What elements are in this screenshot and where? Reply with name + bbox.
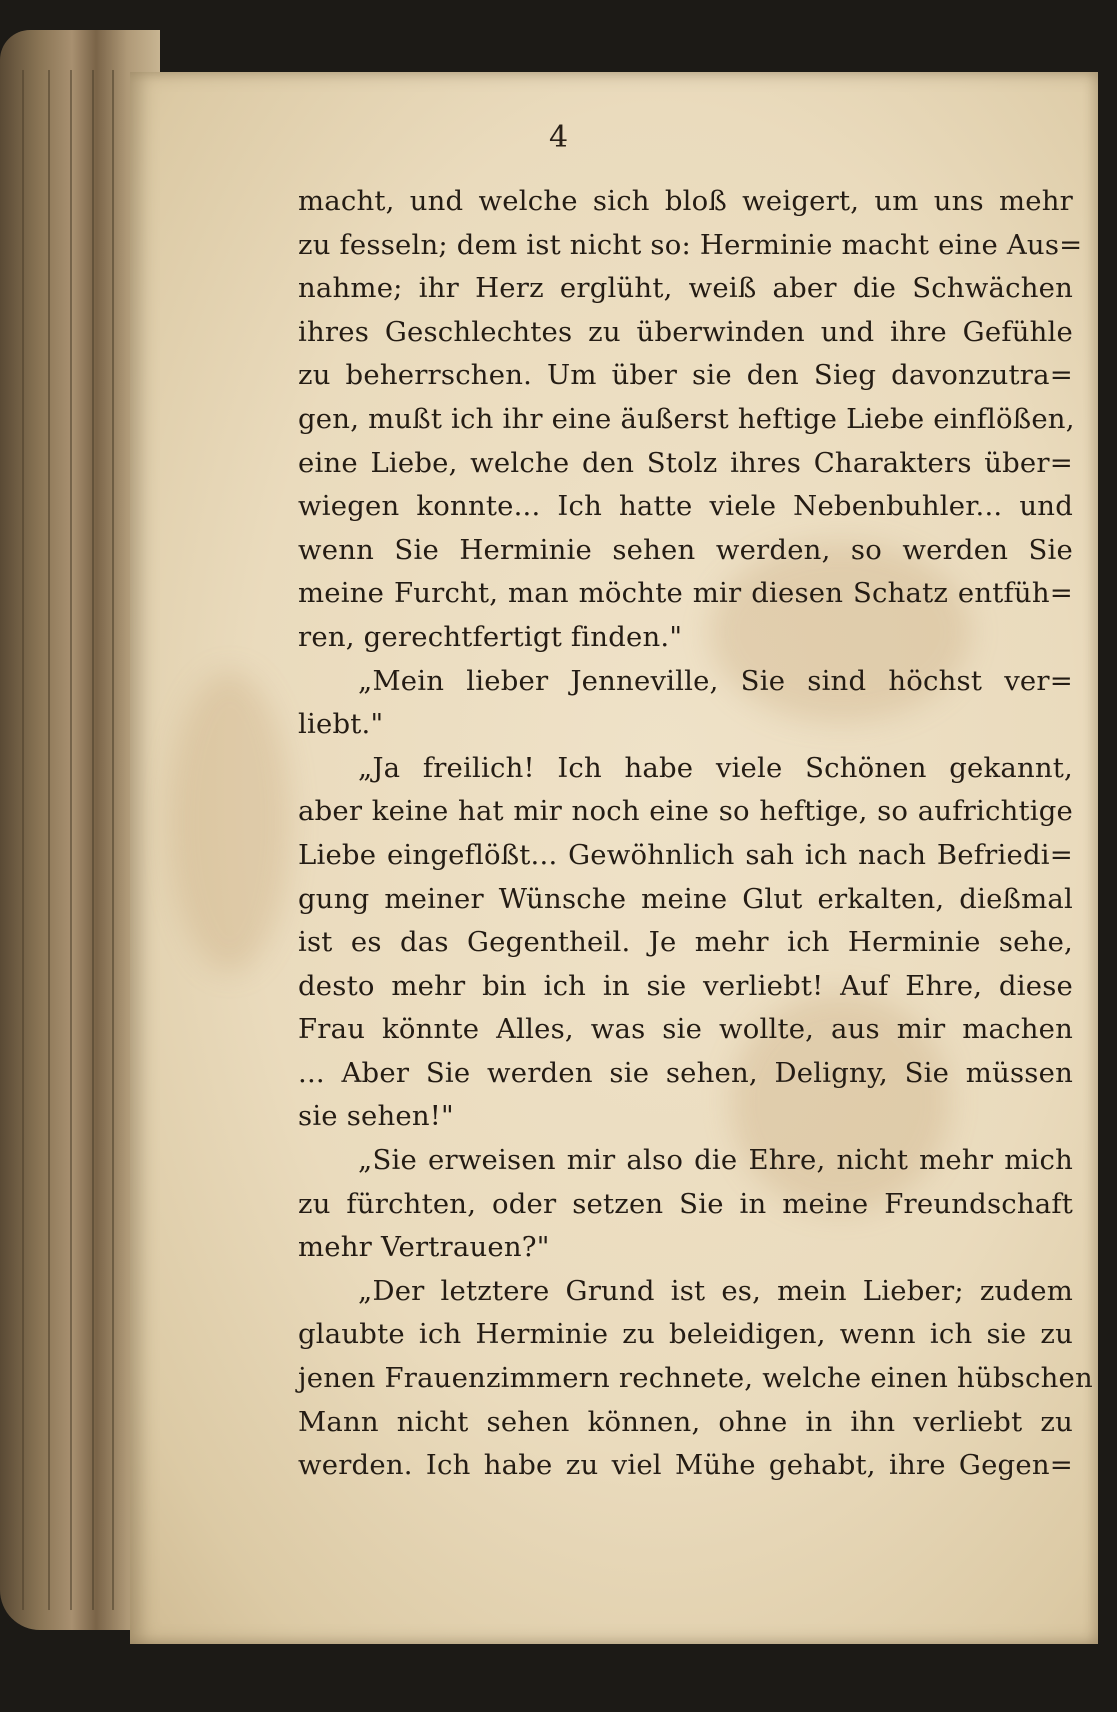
text-line: „Sie erweisen mir also die Ehre, nicht mehr mich (358, 1144, 1073, 1177)
text-line: „Mein lieber Jenneville, Sie sind höchst ver= (358, 664, 1073, 697)
text-line: Frau könnte Alles, was sie wollte, aus mir machen (298, 1013, 1073, 1046)
text-line: jenen Frauenzimmern rechnete, welche einen hübschen (298, 1362, 1093, 1395)
text-line: „Ja freilich! Ich habe viele Schönen gekannt, (358, 751, 1073, 784)
text-line: desto mehr bin ich in sie verliebt! Auf Ehre, diese (298, 969, 1073, 1002)
page-edge-line (70, 70, 72, 1610)
page-number: 4 (548, 120, 569, 155)
page-edge-line (112, 70, 114, 1610)
page-edge-line (48, 70, 50, 1610)
text-line: nahme; ihr Herz erglüht, weiß aber die Schwächen (298, 272, 1073, 305)
text-line: liebt." (298, 708, 384, 741)
text-line: ... Aber Sie werden sie sehen, Deligny, Sie müssen (298, 1056, 1073, 1089)
text-line: zu beherrschen. Um über sie den Sieg davonzutra= (298, 359, 1073, 392)
text-line: macht, und welche sich bloß weigert, um uns mehr (298, 185, 1073, 217)
text-line: zu fesseln; dem ist nicht so: Herminie macht eine Aus= (298, 228, 1083, 261)
text-line: glaubte ich Herminie zu beleidigen, wenn ich sie zu (298, 1318, 1073, 1351)
text-line: sie sehen!" (298, 1100, 454, 1133)
text-line: mehr Vertrauen?" (298, 1231, 550, 1264)
text-line: gung meiner Wünsche meine Glut erkalten, dießmal (298, 882, 1073, 915)
text-line: werden. Ich habe zu viel Mühe gehabt, ihre Gegen= (298, 1449, 1073, 1482)
text-line: aber keine hat mir noch eine so heftige, so aufrichtige (298, 795, 1073, 828)
text-line: wiegen konnte... Ich hatte viele Nebenbuhler... und (298, 490, 1073, 523)
text-line: zu fürchten, oder setzen Sie in meine Freundschaft (298, 1187, 1073, 1220)
text-line: ren, gerechtfertigt finden." (298, 620, 683, 653)
text-line: ist es das Gegentheil. Je mehr ich Herminie sehe, (298, 926, 1073, 959)
text-line: wenn Sie Herminie sehen werden, so werden Sie (298, 533, 1073, 566)
text-line: ihres Geschlechtes zu überwinden und ihre Gefühle (298, 315, 1073, 348)
paper-stain (170, 672, 290, 972)
text-line: Mann nicht sehen können, ohne in ihn verliebt zu (298, 1405, 1073, 1438)
text-line: eine Liebe, welche den Stolz ihres Charakters über= (298, 446, 1073, 479)
page-edge-line (92, 70, 94, 1610)
page-edge-line (22, 70, 24, 1610)
body-text (298, 180, 1093, 1488)
text-line: meine Furcht, man möchte mir diesen Schatz entfüh= (298, 577, 1073, 610)
text-line: Liebe eingeflößt... Gewöhnlich sah ich nach Befriedi= (298, 838, 1073, 871)
text-line: gen, mußt ich ihr eine äußerst heftige Liebe einflößen, (298, 402, 1075, 435)
text-line: „Der letztere Grund ist es, mein Lieber; zudem (358, 1274, 1073, 1307)
